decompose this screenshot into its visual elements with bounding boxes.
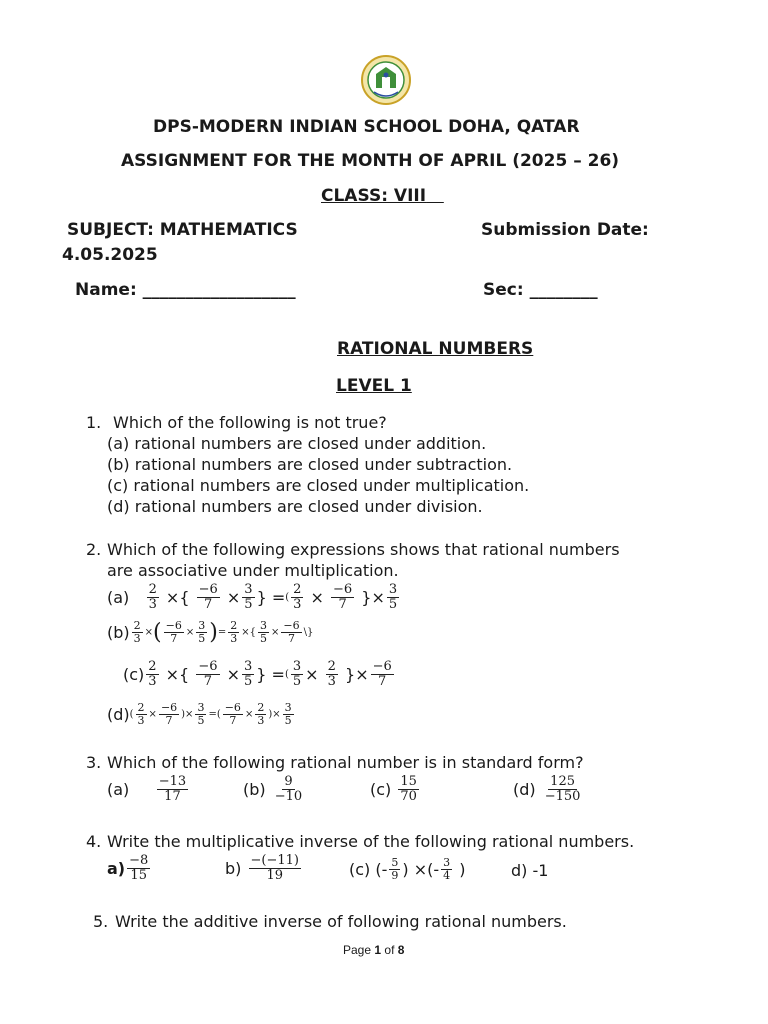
subject-label: SUBJECT: MATHEMATICS <box>67 220 298 240</box>
level-heading: LEVEL 1 <box>336 376 412 396</box>
q2-option-b: (b) $\frac{2}{3}$ × ( $\frac{-6}{7}$ × $\frac{3}{5}$ ) = $\frac{2}{3}$ ×{ $\frac{3}{5}$ × $\frac{-6}{7}$ \} <box>107 619 314 645</box>
q2-text-line1: Which of the following expressions shows that rational numbers <box>107 540 620 559</box>
q5-number: 5. <box>93 912 109 931</box>
q4-option-b: b) $\frac{-(-11)}{19}$ <box>225 853 299 883</box>
q4-number: 4. <box>86 832 102 851</box>
q4-option-c: (c) (- $\frac{5}{9}$ ) ×(- $\frac{3}{4}$ ) <box>349 856 466 882</box>
q1-option-d: (d) rational numbers are closed under division. <box>107 497 483 516</box>
q4-option-a: a) $\frac{-8}{15}$ <box>107 853 149 883</box>
q3-text: Which of the following rational number is in standard form? <box>107 753 584 772</box>
class-label: CLASS: VIII <box>321 186 427 206</box>
q2-text-line2: are associative under multiplication. <box>107 561 399 580</box>
q2-option-c: (c) $\frac{2}{3}$ ×{ $\frac{-6}{7}$ × $\frac{3}{5}$ } = ( $\frac{3}{5}$ × $\frac{2}{3}$ }× $\frac{-6}{7}$ <box>123 659 392 689</box>
name-field[interactable]: Name: __________________ <box>75 280 296 300</box>
q1-option-b: (b) rational numbers are closed under subtraction. <box>107 455 513 474</box>
q2-option-a: (a) $\frac{2}{3}$ ×{ $\frac{-6}{7}$ × $\frac{3}{5}$ } = ( $\frac{2}{3}$ × $\frac{-6}{7}$ }× $\frac{3}{5}$ <box>107 582 398 612</box>
q3-number: 3. <box>86 753 102 772</box>
page-footer: Page 1 of 8 <box>343 943 405 957</box>
q4-text: Write the multiplicative inverse of the following rational numbers. <box>107 832 635 851</box>
submission-date-label: Submission Date: <box>481 220 649 240</box>
q4-option-d: d) -1 <box>511 861 549 880</box>
q3-option-a: (a) $\frac{-13}{17}$ <box>107 774 187 804</box>
q1-text: Which of the following is not true? <box>113 413 387 432</box>
q5-text: Write the additive inverse of following rational numbers. <box>115 912 567 931</box>
school-name: DPS-MODERN INDIAN SCHOOL DOHA, QATAR <box>153 117 580 137</box>
q2-option-d: (d) ( $\frac{2}{3}$ × $\frac{-6}{7}$ )× $\frac{3}{5}$ =( $\frac{-6}{7}$ × $\frac{2}{3}$ )× $\frac{3}{5}$ <box>107 701 292 727</box>
q1-option-a: (a) rational numbers are closed under addition. <box>107 434 487 453</box>
q3-option-c: (c) $\frac{15}{70}$ <box>370 774 417 804</box>
assignment-title: ASSIGNMENT FOR THE MONTH OF APRIL (2025 – 26) <box>121 151 620 171</box>
topic-heading: RATIONAL NUMBERS <box>337 339 534 359</box>
section-field[interactable]: Sec: ________ <box>483 280 598 300</box>
q2-number: 2. <box>86 540 102 559</box>
q3-option-b: (b) $\frac{9}{-10}$ <box>243 774 303 804</box>
submission-date-value: 4.05.2025 <box>62 245 158 265</box>
q1-number: 1. <box>86 413 102 432</box>
q1-option-c: (c) rational numbers are closed under multiplication. <box>107 476 530 495</box>
school-logo <box>360 54 412 106</box>
q3-option-d: (d) $\frac{125}{-150}$ <box>513 774 581 804</box>
